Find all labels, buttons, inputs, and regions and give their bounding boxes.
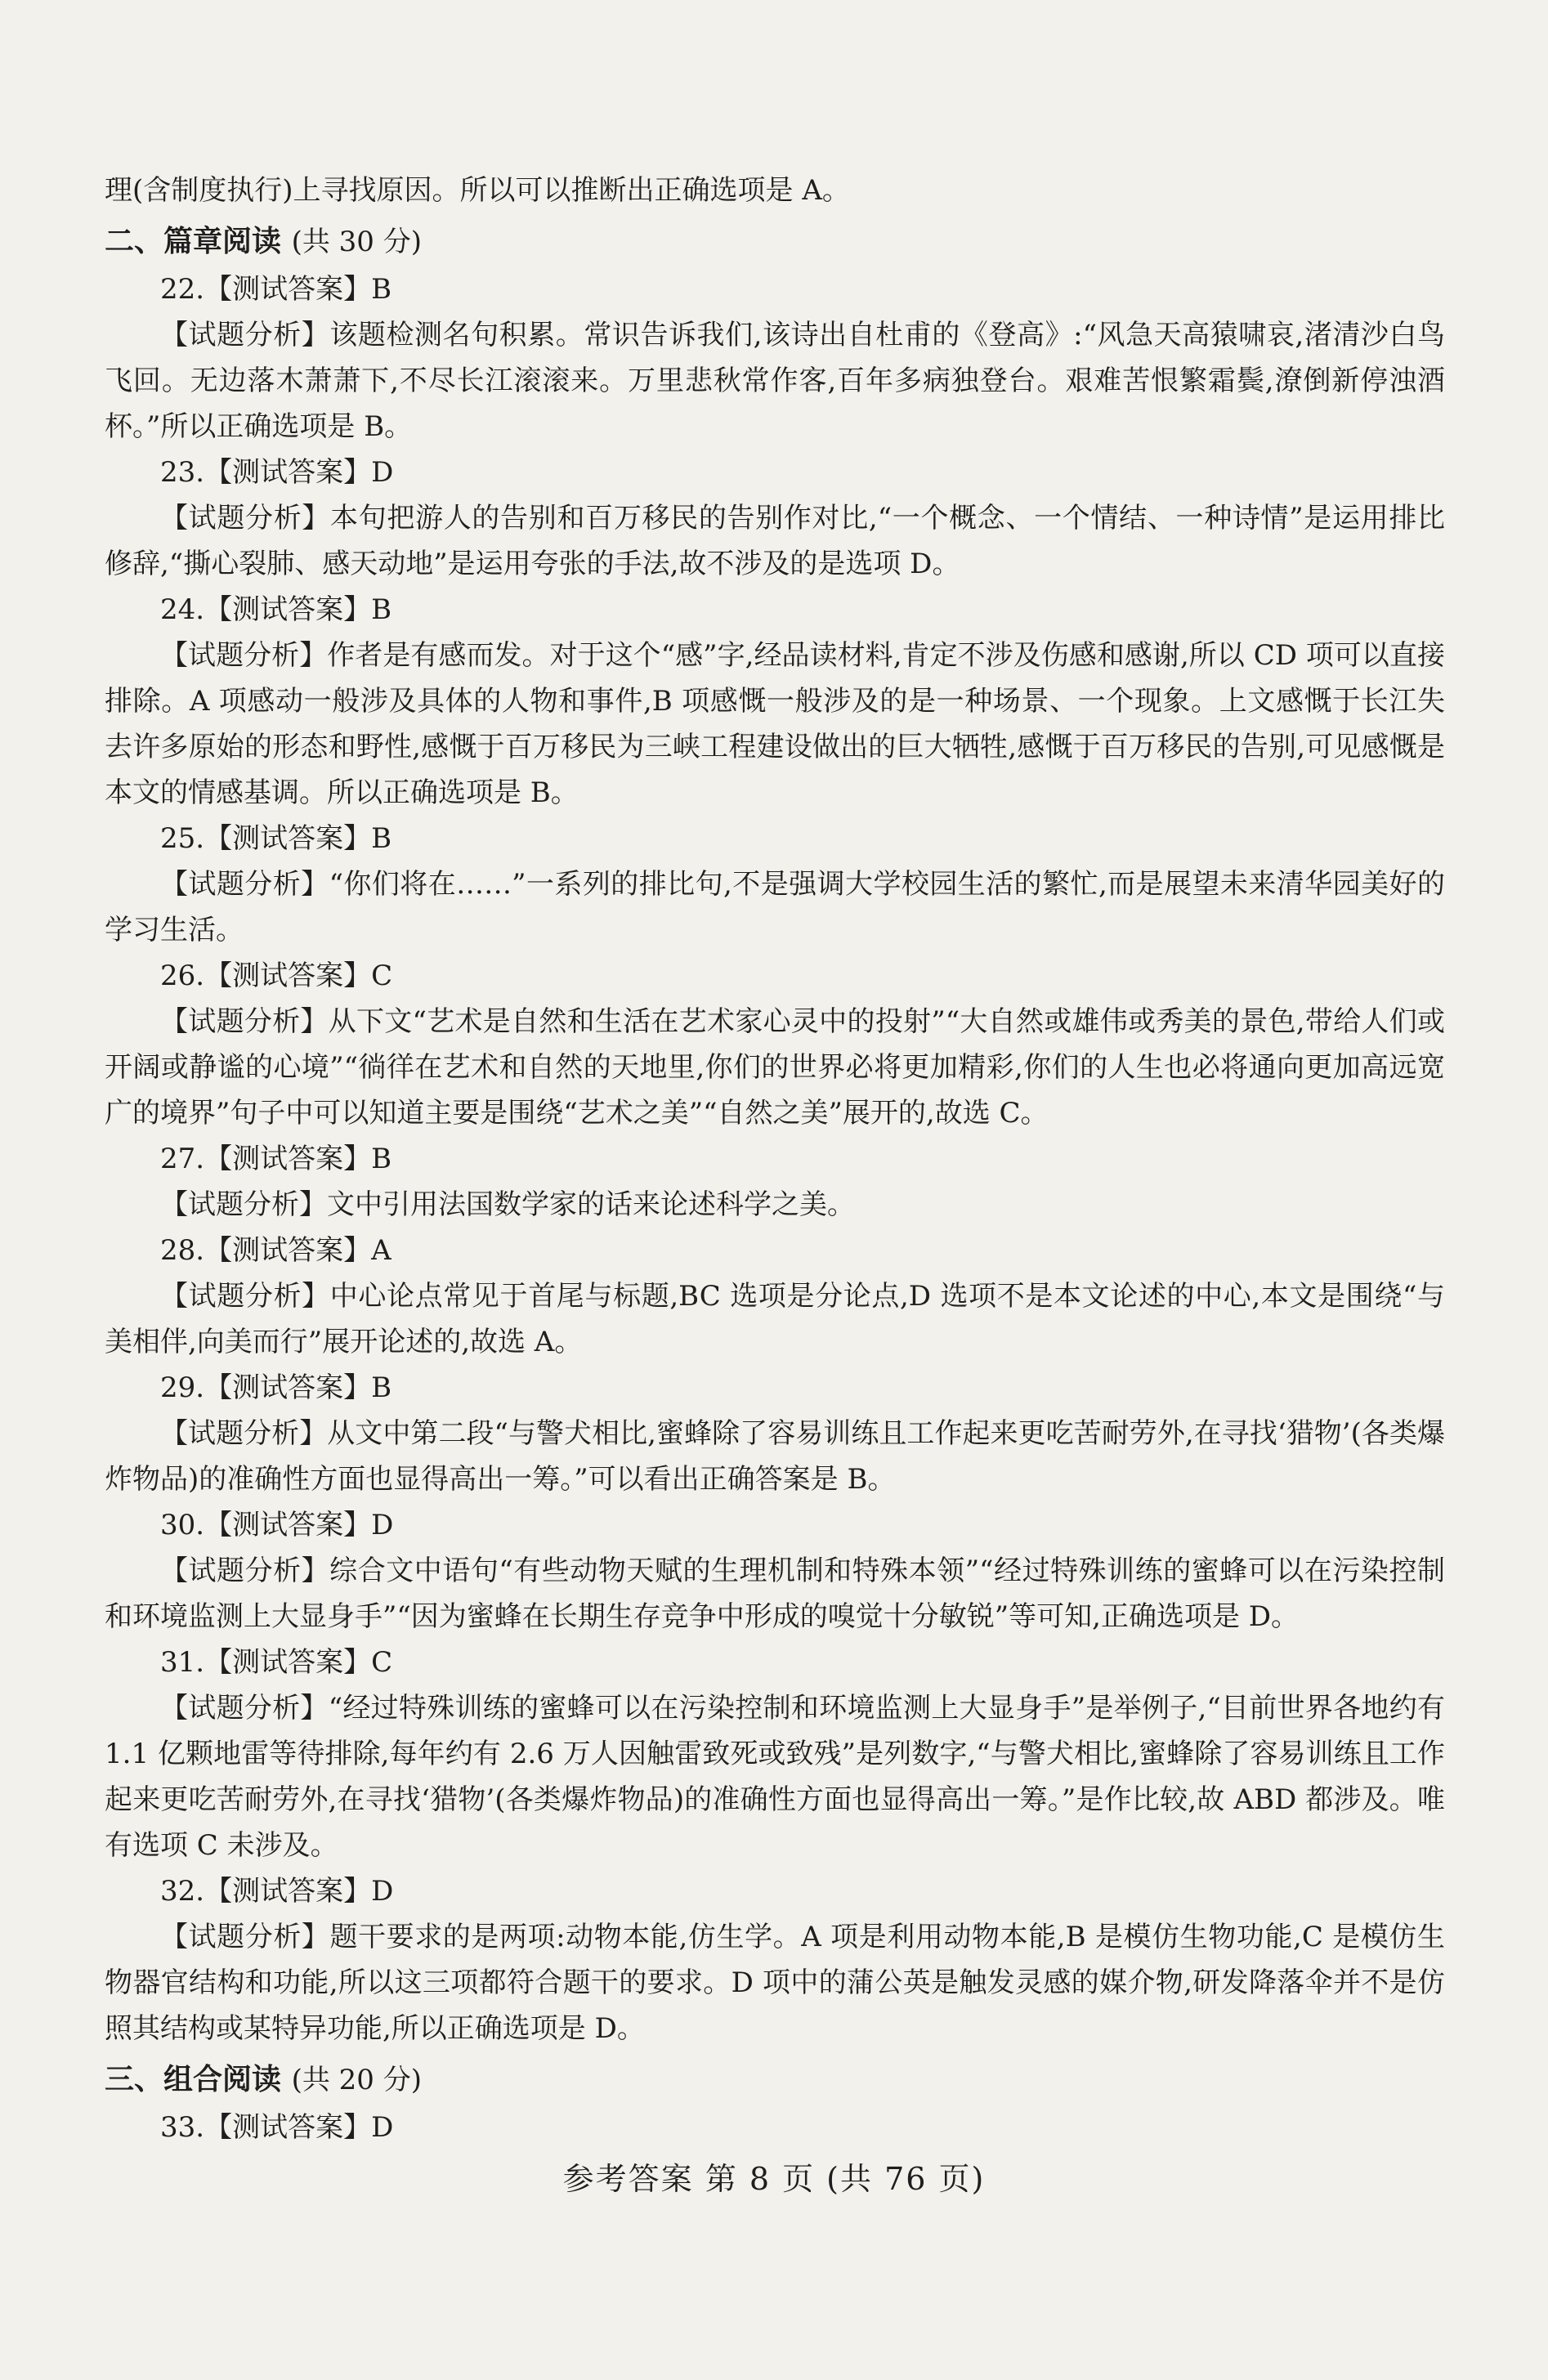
answer-line: 28.【测试答案】A bbox=[160, 1234, 391, 1267]
analysis-text: 【试题分析】从下文“艺术是自然和生活在艺术家心灵中的投射”“大自然或雄伟或秀美的景色,带给人们或开阔或静谧的心境”“徜徉在艺术和自然的天地里,你们的世界必将更加精彩,你们的人生也必将通向更加高远宽广的境界”句子中可以知道主要是围绕“艺术之美”“自然之美”展开的,故选 C。 bbox=[105, 1005, 1445, 1130]
section-heading: 三、组合阅读 (共 20 分) bbox=[105, 2062, 422, 2096]
section-combined-reading bbox=[105, 2056, 1445, 2150]
answer-key-content bbox=[105, 168, 1445, 2150]
analysis-text: 【试题分析】“经过特殊训练的蜜蜂可以在污染控制和环境监测上大显身手”是举例子,“目前世界各地约有 1.1 亿颗地雷等待排除,每年约有 2.6 万人因触雷致死或致残”是列数字,“与警犬相比,蜜蜂除了容易训练且工作起来更吃苦耐劳外,在寻找‘猎物’(各类爆炸物品)的准确性方面也显得高出一筹。”是作比较,故 ABD 都涉及。唯有选项 C 未涉及。 bbox=[105, 1692, 1445, 1862]
answer-line: 33.【测试答案】D bbox=[160, 2111, 394, 2144]
analysis-text: 【试题分析】该题检测名句积累。常识告诉我们,该诗出自杜甫的《登高》:“风急天高猿啸哀,渚清沙白鸟飞回。无边落木萧萧下,不尽长江滚滚来。万里悲秋常作客,百年多病独登台。艰难苦恨繁霜鬓,潦倒新停浊酒杯。”所以正确选项是 B。 bbox=[105, 319, 1445, 443]
answer-line: 23.【测试答案】D bbox=[160, 456, 394, 489]
answer-line: 27.【测试答案】B bbox=[160, 1143, 392, 1175]
analysis-text: 【试题分析】从文中第二段“与警犬相比,蜜蜂除了容易训练且工作起来更吃苦耐劳外,在寻找‘猎物’(各类爆炸物品)的准确性方面也显得高出一筹。”可以看出正确答案是 B。 bbox=[105, 1417, 1445, 1496]
answer-line: 29.【测试答案】B bbox=[160, 1371, 392, 1404]
analysis-text: 【试题分析】题干要求的是两项:动物本能,仿生学。A 项是利用动物本能,B 是模仿生物功能,C 是模仿生物器官结构和功能,所以这三项都符合题干的要求。D 项中的蒲公英是触发灵感的媒介物,研发降落伞并不是仿照其结构或某特异功能,所以正确选项是 D。 bbox=[105, 1921, 1445, 2045]
analysis-text: 【试题分析】“你们将在……”一系列的排比句,不是强调大学校园生活的繁忙,而是展望未来清华园美好的学习生活。 bbox=[105, 868, 1445, 946]
answer-line: 32.【测试答案】D bbox=[160, 1875, 394, 1908]
answer-line: 26.【测试答案】C bbox=[160, 960, 393, 992]
analysis-text: 【试题分析】本句把游人的告别和百万移民的告别作对比,“一个概念、一个情结、一种诗情”是运用排比修辞,“撕心裂肺、感天动地”是运用夸张的手法,故不涉及的是选项 D。 bbox=[105, 502, 1445, 580]
answer-line: 24.【测试答案】B bbox=[160, 593, 392, 626]
page-footer: 参考答案 第 8 页 (共 76 页) bbox=[562, 2161, 986, 2197]
section-heading: 二、篇章阅读 (共 30 分) bbox=[105, 224, 422, 258]
analysis-text: 【试题分析】综合文中语句“有些动物天赋的生理机制和特殊本领”“经过特殊训练的蜜蜂可以在污染控制和环境监测上大显身手”“因为蜜蜂在长期生存竞争中形成的嗅觉十分敏锐”等可知,正确选项是 D。 bbox=[105, 1555, 1445, 1633]
analysis-text: 【试题分析】作者是有感而发。对于这个“感”字,经品读材料,肯定不涉及伤感和感谢,所以 CD 项可以直接排除。A 项感动一般涉及具体的人物和事件,B 项感慨一般涉及的是一种场景、一个现象。上文感慨于长江失去许多原始的形态和野性,感慨于百万移民为三峡工程建设做出的巨大牺牲,感慨于百万移民的告别,可见感慨是本文的情感基调。所以正确选项是 B。 bbox=[105, 639, 1445, 809]
section-reading bbox=[105, 218, 1445, 2051]
answer-line: 22.【测试答案】B bbox=[160, 273, 392, 306]
answer-line: 31.【测试答案】C bbox=[160, 1646, 393, 1679]
analysis-text: 【试题分析】中心论点常见于首尾与标题,BC 选项是分论点,D 选项不是本文论述的中心,本文是围绕“与美相伴,向美而行”展开论述的,故选 A。 bbox=[105, 1280, 1445, 1358]
opening-line: 理(含制度执行)上寻找原因。所以可以推断出正确选项是 A。 bbox=[105, 174, 850, 207]
answer-line: 30.【测试答案】D bbox=[160, 1509, 394, 1541]
answer-line: 25.【测试答案】B bbox=[160, 822, 392, 855]
analysis-text: 【试题分析】文中引用法国数学家的话来论述科学之美。 bbox=[160, 1188, 855, 1221]
